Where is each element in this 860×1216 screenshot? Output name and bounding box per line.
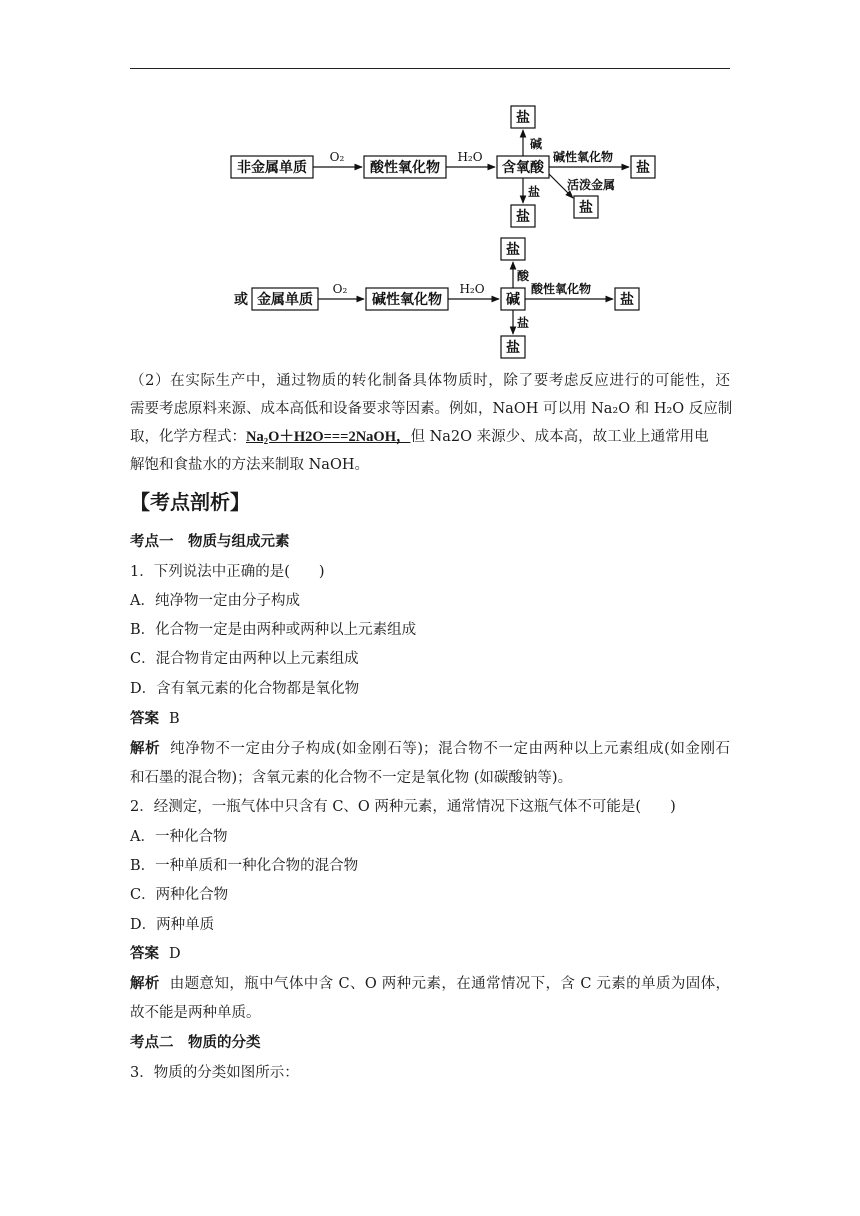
q2-analysis-line2: 故不能是两种单质。 bbox=[130, 1005, 261, 1021]
q2-stem: 2．经测定，一瓶气体中只含有 C、O 两种元素，通常情况下这瓶气体不可能是( ) bbox=[130, 799, 676, 815]
edge-h2o-2: H₂O bbox=[459, 282, 485, 296]
conversion-diagram bbox=[0, 0, 860, 370]
node-oxyacid: 含氧酸 bbox=[502, 160, 544, 176]
q1-answer bbox=[130, 710, 730, 728]
edge-acid-label: 酸 bbox=[517, 269, 530, 283]
section-title: 【考点剖析】 bbox=[130, 490, 250, 514]
analysis-label: 解析 bbox=[130, 975, 160, 992]
q2-option-b: B．一种单质和一种化合物的混合物 bbox=[130, 858, 359, 874]
node-salt-right1: 盐 bbox=[636, 160, 650, 176]
chemical-equation: Na₂O＋H2O===2NaOH， bbox=[246, 429, 411, 445]
node-salt-up2: 盐 bbox=[506, 242, 520, 258]
edge-salt-label2: 盐 bbox=[517, 316, 530, 330]
q2-analysis-line1 bbox=[130, 975, 730, 993]
edge-h2o-1: H₂O bbox=[457, 150, 483, 164]
node-salt-diag1: 盐 bbox=[579, 200, 593, 216]
q1-option-a: A．纯净物一定由分子构成 bbox=[130, 593, 300, 609]
q2-answer bbox=[130, 945, 730, 963]
q2-option-a: A．一种化合物 bbox=[130, 829, 228, 845]
q1-analysis-text1: 纯净物不一定由分子构成(如金刚石等)；混合物不一定由两种以上元素组成(如金刚石 bbox=[170, 741, 731, 757]
edge-acidic-oxide-label: 酸性氧化物 bbox=[531, 282, 592, 296]
para2-line3 bbox=[130, 428, 730, 446]
kaodian1-title: 考点一 物质与组成元素 bbox=[130, 533, 290, 550]
node-salt-up1: 盐 bbox=[516, 110, 530, 126]
para2-line4: 解饱和食盐水的方法来制取 NaOH。 bbox=[130, 457, 369, 473]
para2-line3-post: 但 Na2O 来源少、成本高，故工业上通常用电 bbox=[410, 429, 709, 445]
para2-line2: 需要考虑原料来源、成本高低和设备要求等因素。例如，NaOH 可以用 Na₂O 和 H₂O 反应制 bbox=[130, 401, 733, 417]
answer-label: 答案 bbox=[130, 945, 159, 962]
edge-active-metal-label: 活泼金属 bbox=[567, 178, 616, 192]
q2-option-c: C．两种化合物 bbox=[130, 887, 229, 903]
edge-o2-2: O₂ bbox=[332, 282, 348, 296]
answer-label: 答案 bbox=[130, 710, 159, 727]
node-salt-down1: 盐 bbox=[516, 209, 530, 225]
node-salt-right2: 盐 bbox=[620, 292, 634, 308]
edge-basic-oxide-label: 碱性氧化物 bbox=[553, 150, 614, 164]
q1-stem: 1．下列说法中正确的是( ) bbox=[130, 564, 325, 580]
node-metal-prefix: 或 bbox=[234, 292, 248, 308]
edge-o2-1: O₂ bbox=[329, 150, 345, 164]
q1-analysis-line2: 和石墨的混合物)；含氧元素的化合物不一定是氧化物 (如碳酸钠等)。 bbox=[130, 770, 573, 786]
q1-answer-value: B bbox=[169, 711, 180, 727]
q2-answer-value: D bbox=[169, 946, 181, 962]
node-acidic-oxide: 酸性氧化物 bbox=[370, 160, 440, 176]
q1-option-b: B．化合物一定是由两种或两种以上元素组成 bbox=[130, 622, 417, 638]
node-nonmetal: 非金属单质 bbox=[237, 160, 307, 176]
q1-option-c: C．混合物肯定由两种以上元素组成 bbox=[130, 651, 359, 667]
edge-salt-label1: 盐 bbox=[528, 185, 541, 199]
node-salt-down2: 盐 bbox=[506, 340, 520, 356]
q1-analysis-line1 bbox=[130, 740, 730, 758]
node-base: 碱 bbox=[506, 292, 520, 308]
q2-option-d: D．两种单质 bbox=[130, 917, 215, 933]
q1-option-d: D．含有氧元素的化合物都是氧化物 bbox=[130, 681, 360, 697]
edge-base-label: 碱 bbox=[530, 137, 543, 151]
para2-line1: （2）在实际生产中，通过物质的转化制备具体物质时，除了要考虑反应进行的可能性，还 bbox=[130, 373, 730, 389]
node-metal: 金属单质 bbox=[257, 292, 313, 308]
para2-line3-pre: 取，化学方程式： bbox=[130, 429, 246, 445]
q3-stem: 3．物质的分类如图所示： bbox=[130, 1065, 299, 1081]
analysis-label: 解析 bbox=[130, 740, 161, 757]
kaodian2-title: 考点二 物质的分类 bbox=[130, 1034, 261, 1051]
node-basic-oxide: 碱性氧化物 bbox=[372, 292, 442, 308]
q2-analysis-text1: 由题意知，瓶中气体中含 C、O 两种元素，在通常情况下，含 C 元素的单质为固体， bbox=[169, 976, 731, 992]
